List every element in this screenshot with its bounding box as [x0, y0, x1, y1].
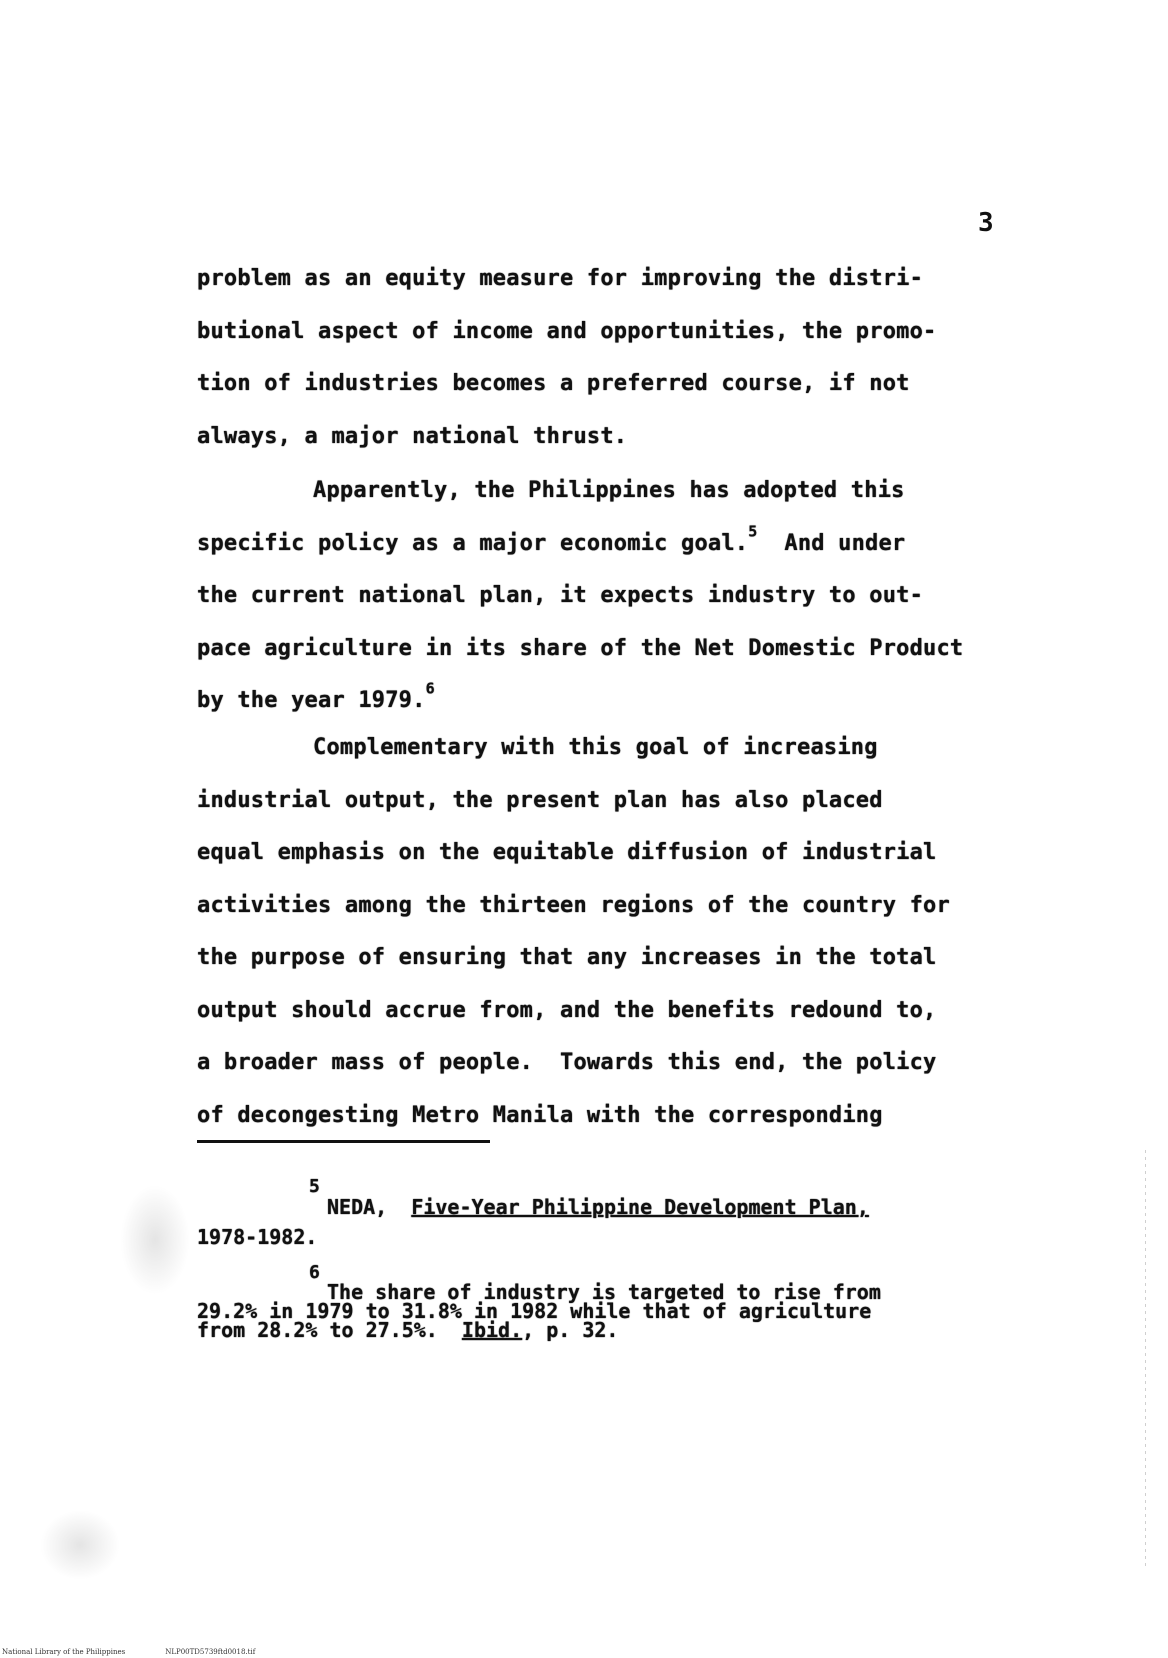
paragraph-2 [197, 465, 1017, 728]
footnote-ref-6: 6 [425, 679, 435, 698]
footnote-line [197, 1192, 1017, 1222]
footnote-line: The share of industry is targeted to rise from [327, 1280, 881, 1304]
footnote-6 [197, 1262, 1017, 1342]
text-line: of decongesting Metro Manila with the corresponding [197, 1102, 883, 1128]
paragraph-1 [197, 253, 1017, 463]
page-number: 3 [978, 208, 994, 238]
text-line: the purpose of ensuring that any increases in the total [197, 945, 937, 970]
footnote-5 [197, 1176, 1017, 1252]
text-line: pace agriculture in its share of the Net Domestic Product [197, 635, 964, 661]
footnote-prefix: NEDA, [327, 1195, 388, 1219]
footer-filename: NLP00TD5739ftd0018.tif [165, 1648, 256, 1656]
text-span: by the year 1979. [197, 688, 426, 713]
text-line: always, a major national thrust. [197, 423, 628, 449]
footnote-body [197, 1192, 1017, 1252]
paragraph-3 [197, 722, 1017, 1142]
text-line: butional aspect of income and opportunities, the promo- [197, 318, 937, 344]
scan-smudge [40, 1510, 120, 1580]
text-line: a broader mass of people. Towards this end, the policy [197, 1050, 937, 1075]
text-line: industrial output, the present plan has also placed [197, 787, 883, 813]
text-line: the current national plan, it expects industry to out- [197, 583, 924, 608]
text-span: specific policy as a major economic goal. [197, 530, 749, 556]
text-line: problem as an equity measure for improving the distri- [197, 266, 924, 291]
text-line [197, 675, 1017, 728]
text-line: Complementary with this goal of increasing [313, 735, 878, 760]
text-line: tion of industries becomes a preferred course, if not [197, 371, 910, 396]
scan-smudge [120, 1185, 190, 1295]
text-span: , p. 32. [522, 1318, 619, 1342]
footnote-mark: 6 [309, 1262, 320, 1283]
text-line: output should accrue from, and the benefits redound to, [197, 997, 937, 1023]
footnote-line [197, 1318, 1017, 1342]
scan-edge-noise [1145, 1150, 1146, 1570]
footnote-line: 29.2% in 1979 to 31.8% in 1982 while that of agriculture [197, 1299, 872, 1323]
ibid-ref: Ibid. [461, 1318, 523, 1342]
text-line: equal emphasis on the equitable diffusion of industrial [197, 840, 937, 865]
text-line: activities among the thirteen regions of the country for [197, 892, 950, 918]
scan-footer [2, 1648, 255, 1656]
footnote-ref-5: 5 [748, 522, 758, 540]
text-line: Apparently, the Philippines has adopted this [313, 478, 905, 503]
footnote-divider [197, 1140, 490, 1143]
footnote-title: Five-Year Philippine Development Plan, [411, 1195, 869, 1219]
text-span: And under [757, 530, 906, 556]
text-span: from 28.2% to 27.5%. [197, 1318, 438, 1342]
text-line [197, 518, 1017, 571]
footnote-body [197, 1280, 1017, 1342]
footnote-line: 1978-1982. [197, 1225, 318, 1249]
footnote-mark: 5 [309, 1176, 320, 1197]
footer-library: National Library of the Philippines [2, 1648, 126, 1656]
